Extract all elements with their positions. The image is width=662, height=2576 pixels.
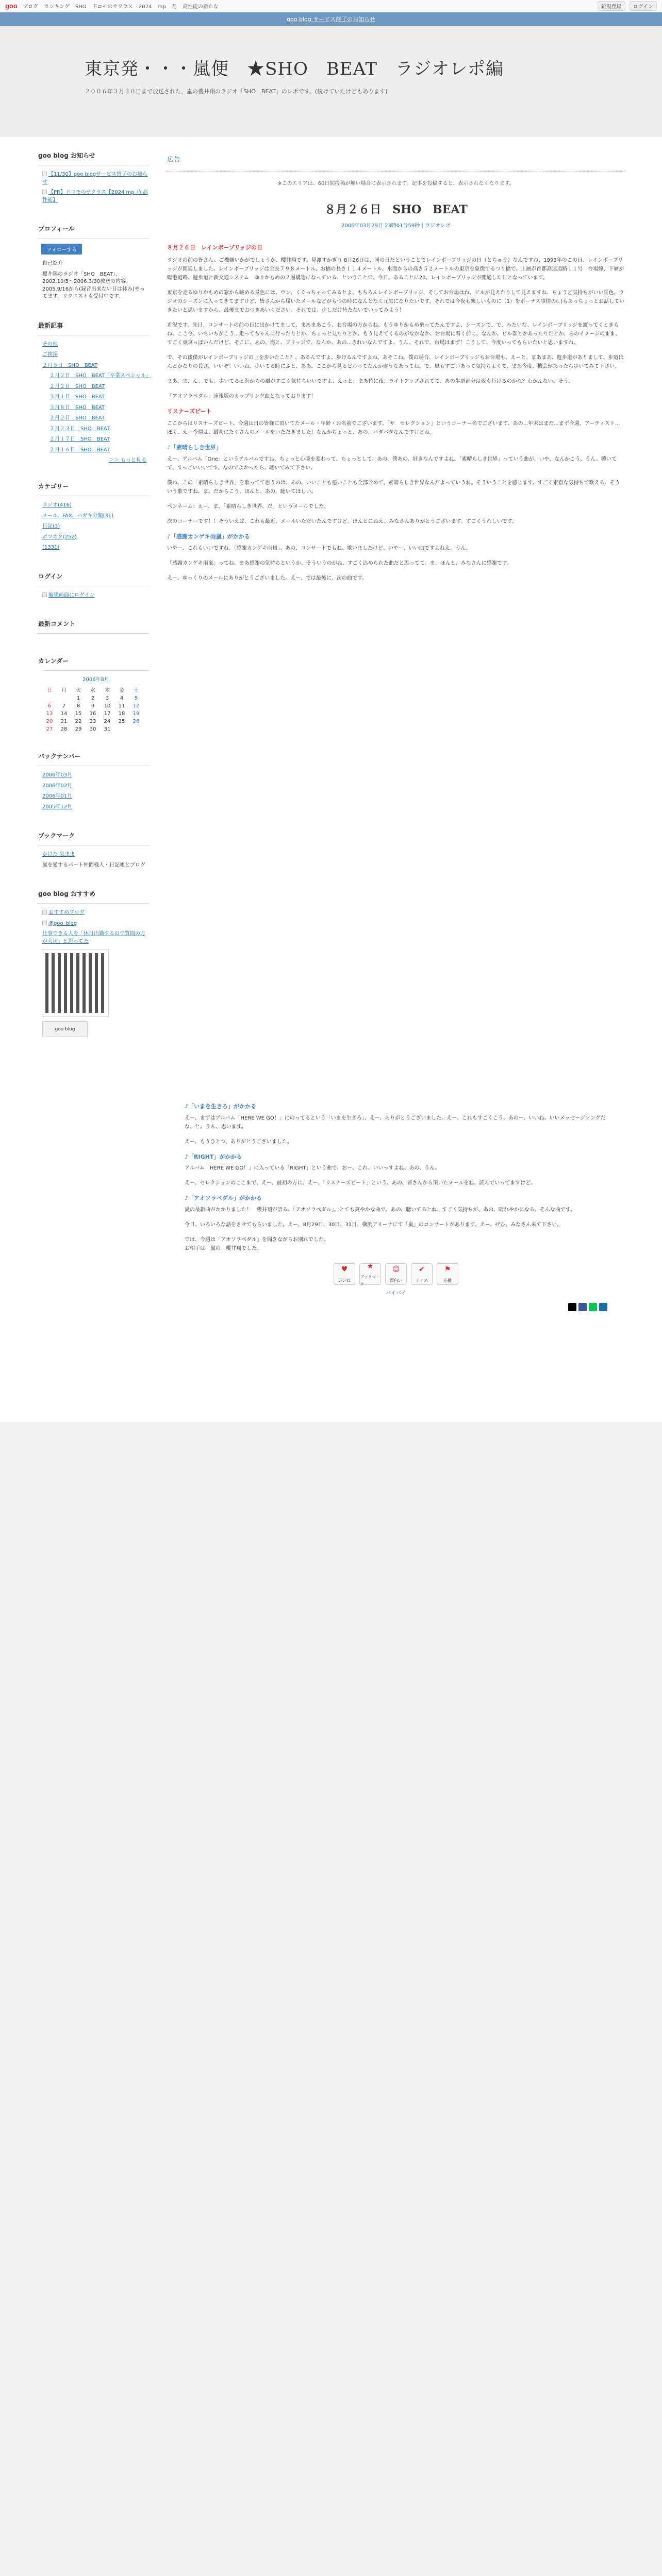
song-heading: ♪「いまを生きろ」がかかる xyxy=(185,1103,257,1110)
reaction-label: ナイス xyxy=(416,1278,428,1283)
notice-item[interactable] xyxy=(37,188,150,206)
cal-cell xyxy=(42,694,57,702)
paragraph: 今日、いろいろな話をさせてもらいました。えー、8月29日、30日、31日、横浜アリーナにて「嵐」のコンサートがあります。えー、ぜひ、みなさん来て下さい。 xyxy=(185,1222,562,1228)
category-link[interactable]: メール、FAX、ハガキ分類(31) xyxy=(42,513,114,519)
cal-cell: 16 xyxy=(89,711,96,717)
song-heading: ♪「アオソラペダル」がかかる xyxy=(185,1195,262,1202)
profile-text: 櫻井翔のラジオ「SHO BEAT」、2002.10/5〜2006.3/30放送の内容。2005.9/16から(録音出来ない日は休み)やってます。リクエストも受付中です。 xyxy=(42,271,145,299)
facebook-share-icon[interactable] xyxy=(578,1303,587,1311)
service-end-notice[interactable] xyxy=(0,12,662,26)
share-bar xyxy=(185,1303,607,1311)
profile-widget xyxy=(37,224,150,302)
recent-entry-link[interactable]: ２月２日 SHO BEAT xyxy=(49,383,105,389)
recent-entry[interactable] xyxy=(37,350,150,361)
paragraph: えー、もうひとつ、ありがとうございました。 xyxy=(185,1139,292,1145)
bookmark-item[interactable] xyxy=(37,850,150,860)
login-link[interactable]: 編集画面にログイン xyxy=(48,592,95,598)
recent-entry-link[interactable]: ３月８日 SHO BEAT xyxy=(49,404,105,411)
pager[interactable] xyxy=(185,1289,607,1298)
line-share-icon[interactable] xyxy=(589,1303,597,1311)
cal-cell: 26 xyxy=(133,719,140,724)
cal-cell: 5 xyxy=(134,696,138,701)
more-link-text[interactable]: ＞＞ もっと見る xyxy=(108,457,146,463)
section-heading: リスナーズピート xyxy=(167,408,212,415)
backnumber-link[interactable]: 2006年02月 xyxy=(42,783,73,789)
cal-cell: 水 xyxy=(90,688,95,693)
ad-notice: ※このエリアは、60日間投稿が無い場合に表示されます。記事を投稿すると、表示されなくなります。 xyxy=(277,181,515,187)
cal-cell: 23 xyxy=(89,719,96,724)
category-item[interactable] xyxy=(37,532,150,543)
entry-meta[interactable]: 2006年03月29日 23時01分59秒 | ラジオレポ xyxy=(341,223,451,229)
cal-cell: 19 xyxy=(133,711,140,717)
cal-cell: 土 xyxy=(134,688,139,693)
goo-logo[interactable]: goo xyxy=(5,2,18,10)
sidebar xyxy=(30,137,150,1056)
cal-cell: 22 xyxy=(75,719,82,724)
backnumber-item[interactable] xyxy=(37,802,150,813)
paragraph: ラジオの前の皆さん、ご機嫌いかがでしょうか、櫻井翔です。見渡すかぎり 8月26日は、同の日だということでレインボーブリッジの日（とちゅう）なんですね、1993年のこの日、レインボーブリッジが開通しました。レインボーブリッジは全長７９８メートル、お橋の長さ１１４メートル、水面からの高さ５２メートルの東京を象徴するつり橋で、上層が首都高速道路１１号 台場線、下層が臨港道路、遊歩道と新交通システム ゆりかもめの２層構造になっている、ということで、今日、あることに20、レインボーブリッジが開通した日となっています。 xyxy=(167,257,624,281)
recent-entry-link[interactable]: ご挨拶 xyxy=(42,352,58,358)
backnumber-widget xyxy=(37,752,150,812)
category-widget xyxy=(37,482,150,553)
category-item[interactable] xyxy=(37,500,150,511)
cal-cell: 29 xyxy=(75,726,82,732)
thumbs-up-icon: ✔ xyxy=(419,1265,425,1274)
song-heading: ♪「感謝カンゲキ雨嵐」がかかる xyxy=(167,533,250,540)
widget-title: カテゴリー xyxy=(38,483,69,490)
top-link[interactable]: ランキング xyxy=(44,4,70,10)
paragraph: まあ、ま、ん、でも、歩いてると海からの風がすごく気持ちいいですよ、えっと、まあ特に夜、ライトアップされてて、あの歩道部分は夜も行けるのかな？わかんない。そう。 xyxy=(167,378,574,384)
comments-widget xyxy=(37,619,150,638)
bookmark-button[interactable] xyxy=(359,1263,381,1285)
backnumber-item[interactable] xyxy=(37,770,150,781)
top-link[interactable]: ブログ xyxy=(22,4,38,10)
paragraph: 「感謝カンゲキ雨嵐」ってね、まあ感謝の気持ちというか、そういうのがね、すごく込められた曲だと思ってて。ま、ほんと、みなさんに感謝です。 xyxy=(167,560,512,566)
continued-body xyxy=(167,1087,625,1332)
blog-subtitle: ２００６年３月３０日まで放送された、嵐の櫻井翔のラジオ「SHO BEAT」のレポです。(続けていたけどもあります) xyxy=(85,88,388,95)
paragraph: ここからはリスナーズピート、今週は日の皆様に頂いてたメール・年齢・お名前でございます。「サ セレクション」というコーナー名でございます。あの...年末はまだ...まず今週、アーティスト...ぼく、えー今週は、最初にたくさんのメールをいただきました！なんかちょっと、あの、バタバタなんですけどね。 xyxy=(167,421,620,436)
paragraph: アルバム「HERE WE GO！」に入っている「RIGHT」という曲で、おー、これ、いいっすよね、あの、うん。 xyxy=(185,1165,440,1172)
follow-button[interactable]: フォローする xyxy=(41,244,82,255)
cal-cell xyxy=(57,694,71,702)
reaction-label: ブックマーク xyxy=(360,1275,380,1286)
cal-cell: 8 xyxy=(76,703,80,709)
widget-title: 最新記事 xyxy=(38,321,63,329)
cal-cell: 3 xyxy=(105,696,109,701)
cal-cell xyxy=(129,725,143,733)
cheer-button[interactable] xyxy=(437,1263,458,1285)
recent-entry-link[interactable]: ３月１日 SHO BEAT xyxy=(49,394,105,400)
notice-link[interactable]: 【PR】ドコモのサクラス【2024 mp 乃 高性能】 xyxy=(42,190,148,203)
calendar-widget xyxy=(37,656,150,733)
cal-cell: 28 xyxy=(60,726,68,732)
recommend-link[interactable]: 仕事できる人を「休日出勤するので質問の方が大切」と思ってた xyxy=(42,931,145,944)
cal-cell: 31 xyxy=(104,726,111,732)
smile-icon: ☺ xyxy=(392,1265,400,1274)
paragraph: いやー、これもいいですね。「感謝カンゲキ雨嵐」、あの、コンサートでもね、歌いましたけど、いやー、いい曲ですよねえ。うん。 xyxy=(167,545,471,551)
login-item[interactable] xyxy=(37,590,150,601)
recent-entry-link[interactable]: ２月１７日 SHO BEAT xyxy=(49,436,110,442)
cal-cell: 月 xyxy=(61,688,67,693)
entry-body xyxy=(167,243,625,583)
cal-cell: 木 xyxy=(105,688,110,693)
login-widget xyxy=(37,572,150,601)
cal-cell: 27 xyxy=(46,726,53,732)
entry-title[interactable]: ８月２６日 SHO BEAT xyxy=(324,203,468,216)
recommend-widget xyxy=(37,889,150,1037)
twitter-icon xyxy=(42,921,47,925)
blog-icon xyxy=(42,910,47,914)
blog-title[interactable]: 東京発・・・嵐便 ★SHO BEAT ラジオレポ編 xyxy=(85,59,504,79)
paragraph: 東京を走るゆりかもめの窓から眺める景色には、ウン、くぐっちゃってみるとよ、もちろんレインボーブリッジ、そしてお台場はね、ビルが見えたりして見えますね、ちょうど気持ちがいい景色、ラジオのシーズンに入ってきてますけど、皆さんから届いたメールなどがもつの時になんとなく元気になりたいです。それでは今夜も楽しいものに（1）をボーナス事情の(、)もあっちょっとお話していきたいと思いますから、最後までおつきあいください。それでは、少しだけ待たないでいってみよう！ xyxy=(167,290,625,313)
recent-entry-link[interactable]: ２月１６日 SHO BEAT xyxy=(49,447,110,453)
backnumber-item[interactable] xyxy=(37,791,150,802)
widget-title: プロフィール xyxy=(38,225,75,232)
notice-widget xyxy=(37,151,150,206)
recent-entry-link[interactable]: ２月２日 SHO BEAT xyxy=(49,415,105,421)
backnumber-link[interactable]: 2006年03月 xyxy=(42,772,73,778)
cal-cell: 2 xyxy=(91,696,95,701)
backnumber-link[interactable]: 2006年01月 xyxy=(42,793,73,799)
category-link[interactable]: (1331) xyxy=(42,545,60,550)
song-heading: ♪「素晴らしき世界」 xyxy=(167,444,222,451)
widget-title: ブックマーク xyxy=(38,832,75,839)
top-link[interactable]: 2024 xyxy=(138,4,152,10)
paragraph: 僕ね、この「素晴らしき世界」を歌ってて思うのは、あの、いいことも悪いことも全部含めて、素晴らしき世界なんだよっていうね。そういうことを感じます。すごく素直な気持ちで歌える、そういう歌ですね。ま、だからこう、ほんと、あの、聴いてほしい。 xyxy=(167,480,620,495)
recent-entry-link[interactable]: ２月２日 SHO BEAT「卒業スペシャル」 xyxy=(49,373,151,379)
cal-cell: 15 xyxy=(75,711,82,717)
like-button[interactable] xyxy=(334,1263,355,1285)
funny-button[interactable] xyxy=(385,1263,407,1285)
notice-link[interactable]: 【11/30】goo blogサービス終了のお知らせ xyxy=(42,172,148,185)
calendar-caption[interactable]: 2006年8月 xyxy=(82,677,109,683)
recent-entry[interactable] xyxy=(37,413,150,424)
top-link[interactable]: 高性能の新たな xyxy=(183,4,219,10)
widget-title: バックナンバー xyxy=(38,753,81,760)
top-link[interactable]: SHO xyxy=(75,4,87,10)
recent-entry[interactable] xyxy=(37,361,150,371)
service-end-link[interactable]: goo blog サービス終了のお知らせ xyxy=(287,16,375,23)
top-link[interactable]: ドコモのサクラス xyxy=(92,4,133,10)
paragraph: 「アオソラペダル」速報版のカップリング曲となっております！ xyxy=(167,393,317,399)
recommend-item[interactable] xyxy=(37,919,150,929)
cal-cell: 日 xyxy=(47,688,52,693)
recommend-link[interactable]: おすすめブログ xyxy=(48,910,85,916)
paragraph: えー、ゆっくりのメールにありがとうございました。えー、では最後に、次の曲です。 xyxy=(167,575,368,581)
signup-button[interactable]: 新規登録 xyxy=(598,1,625,11)
badge-label: goo blog xyxy=(55,1026,75,1032)
cal-cell: 6 xyxy=(47,703,52,709)
top-link[interactable]: 乃 xyxy=(171,4,177,10)
recent-entry[interactable] xyxy=(37,434,150,445)
layout xyxy=(0,137,662,1056)
cal-cell: 18 xyxy=(118,711,125,717)
paragraph: えー、セレクションのここまで、えー、最初の方に、えー、「リスナーズピート」という、あの、皆さんから頂いたメールをね、読んでいってますけど。 xyxy=(185,1180,536,1187)
recent-entry-link[interactable]: ２月５日 SHO BEAT xyxy=(42,362,98,368)
bookmark-icon: ★ xyxy=(367,1262,374,1270)
category-item[interactable] xyxy=(37,511,150,522)
widget-title: goo blog おすすめ xyxy=(38,890,96,897)
recent-entry[interactable] xyxy=(37,403,150,414)
cal-cell: 13 xyxy=(46,711,53,717)
flag-icon: ⚑ xyxy=(444,1265,451,1274)
song-heading: ♪「RIGHT」がかかる xyxy=(185,1153,242,1160)
bookmark-link[interactable]: かけた 気まま xyxy=(42,852,75,857)
reaction-label: 応援 xyxy=(443,1278,452,1283)
cal-cell: 25 xyxy=(118,719,125,724)
backnumber-link[interactable]: 2005年12月 xyxy=(42,804,73,810)
recent-entry[interactable] xyxy=(37,445,150,456)
section-heading: ８月２６日 レインボーブリッジの日 xyxy=(167,244,263,251)
x-share-icon[interactable] xyxy=(568,1303,576,1311)
continued-section xyxy=(0,1087,662,1332)
recent-entry-link[interactable]: その他 xyxy=(42,341,58,347)
profile-heading: 自己紹介 xyxy=(42,261,63,266)
pager-label[interactable]: バイバイ xyxy=(386,1291,406,1297)
paragraph: 近況です。先日、コンサートの前の日に出かけてまして、まあまあこう、お台場の方からね、もうゆりかもめ乗ってたんですよ、シーズンで、で、みたいな、レインボーブリッジを渡ってくときもね、ここ今、いちいちがこう...走ってちゃんに行ったりとか、ちょっと見たりとか、もう見えてくるのがなかなか、お台場に着く前に、なんか、ビル群とかあったりだとか、あのイメージのまま、すごく東京っぽいんだけど、そこに、あの、海と、ブリッジで、なんか、あの...きれいなんですよ、うん、それで、台場はまず！こうして、今度いってもらいたいと思いますね。 xyxy=(167,322,621,346)
bookmark-widget xyxy=(37,831,150,871)
hatena-share-icon[interactable] xyxy=(599,1303,607,1311)
calendar-table xyxy=(42,685,143,733)
heart-icon: ♥ xyxy=(341,1265,348,1274)
blog-header xyxy=(0,26,662,137)
recent-entry[interactable] xyxy=(37,424,150,435)
cal-cell: 30 xyxy=(89,726,96,732)
cal-cell: 11 xyxy=(118,703,125,709)
top-link[interactable]: mp xyxy=(157,4,166,10)
recent-entry[interactable] xyxy=(37,371,150,382)
info-icon xyxy=(42,190,47,194)
reaction-label: 面白い xyxy=(390,1278,402,1283)
cal-cell: 20 xyxy=(46,719,53,724)
category-item[interactable] xyxy=(37,521,150,532)
lower-background xyxy=(0,1422,662,2576)
widget-title: カレンダー xyxy=(38,657,69,665)
cal-cell: 14 xyxy=(60,711,68,717)
cal-cell: 1 xyxy=(76,696,80,701)
widget-title: goo blog お知らせ xyxy=(38,152,95,159)
ad-heading: 広告 xyxy=(167,154,625,172)
category-link[interactable]: 日記(3) xyxy=(42,523,60,529)
more-link[interactable] xyxy=(37,455,150,463)
paragraph: では、今週は「アオソラペダル」を聞きながらお別れでした。 お相手は 嵐の 櫻井翔でした。 xyxy=(185,1237,329,1252)
recommend-item[interactable] xyxy=(37,929,150,947)
notice-item[interactable] xyxy=(37,170,150,188)
cal-cell xyxy=(114,725,129,733)
qr-code-icon xyxy=(42,950,108,1016)
cal-cell: 4 xyxy=(120,696,124,701)
recent-entry-link[interactable]: ２月２３日 SHO BEAT xyxy=(49,426,110,432)
cal-cell: 24 xyxy=(104,719,111,724)
backnumber-item[interactable] xyxy=(37,781,150,792)
cal-cell: 金 xyxy=(119,688,124,693)
main-content xyxy=(150,137,625,1056)
reaction-label: いいね xyxy=(338,1278,351,1283)
recommend-link[interactable]: @goo_blog xyxy=(48,920,77,926)
paragraph: 嵐の最新曲がかかりました！ 櫻井翔が語る、「アオソラペダル」。とても爽やかな曲で、あの、聴いてるとね、すごく気持ちが、あの、晴れやかになる。そんな曲です。 xyxy=(185,1207,576,1213)
bookmark-desc: 嵐を愛するパート仲間様人・日記帳とプログ xyxy=(42,862,145,868)
cal-cell: 9 xyxy=(91,703,95,709)
cal-cell: 17 xyxy=(104,711,111,717)
paragraph: 次のコーナーです！！そういえば、これも最近、メールいただいたんですけど、ほんとにねえ、みなさんありがとうございます。すごくうれしいです。 xyxy=(167,519,517,525)
paragraph: えー、アルバム「One」というアルバムですね、ちょっと心境を変わって、ちょっとして、あの、僕あの、好きなんですよね、「素晴らしき世界」っていう曲が、いや、なんかこう、うん、聴いてて、すっごいいいです。なのでよかったら、聴いてみて下さい。 xyxy=(167,456,617,471)
recent-entry[interactable] xyxy=(37,392,150,403)
category-link[interactable]: ボツネタ(252) xyxy=(42,534,77,540)
top-bar xyxy=(0,0,662,12)
cal-cell: 火 xyxy=(76,688,81,693)
info-icon xyxy=(42,172,47,176)
login-icon xyxy=(42,592,47,597)
reaction-buttons xyxy=(185,1263,607,1285)
paragraph: ペンネーム：えー、ま、「素晴らしき世界、だ」というメールでした。 xyxy=(167,504,329,510)
top-nav-links xyxy=(23,2,223,10)
nice-button[interactable] xyxy=(411,1263,433,1285)
cal-cell: 10 xyxy=(104,703,111,709)
cal-cell: 21 xyxy=(60,719,68,724)
paragraph: えー、まずはアルバム「HERE WE GO！」にのってるという「いまを生きろ」、えー、ありがとうございました。えー、これもすごくこう、あのー、いいね。いいメッセージソングだな、と。うん、思います。 xyxy=(185,1115,606,1130)
widget-title: ログイン xyxy=(38,572,63,580)
category-item[interactable] xyxy=(37,543,150,553)
recommend-item[interactable] xyxy=(37,908,150,919)
goo-blog-badge[interactable] xyxy=(42,1021,88,1037)
login-button[interactable]: ログイン xyxy=(630,1,657,11)
category-link[interactable]: ラジオ(416) xyxy=(42,502,72,508)
recent-entries-widget xyxy=(37,321,150,464)
recent-entry[interactable] xyxy=(37,340,150,350)
paragraph: で、その後僕がレインボーブリッジの上を歩いたこと？、あるんですよ。歩けるんですよね、あそこね。僕の場合、レインボーブリッジもお台場も、えーと、まあまあ、遊歩道がありまして、歩道ほんとかなりの長さ。いいぞ！いいね、歩いてる時にふと、ああ、ここから見るビルってなんか違うなあってね。で、風もすごいあって気持ちよくて、まあ今度、機会があったら歩いてみて下さい。 xyxy=(167,354,624,369)
cal-cell: 12 xyxy=(133,703,140,709)
recent-entry[interactable] xyxy=(37,382,150,393)
cal-cell: 7 xyxy=(62,703,66,709)
widget-title: 最新コメント xyxy=(38,620,76,628)
